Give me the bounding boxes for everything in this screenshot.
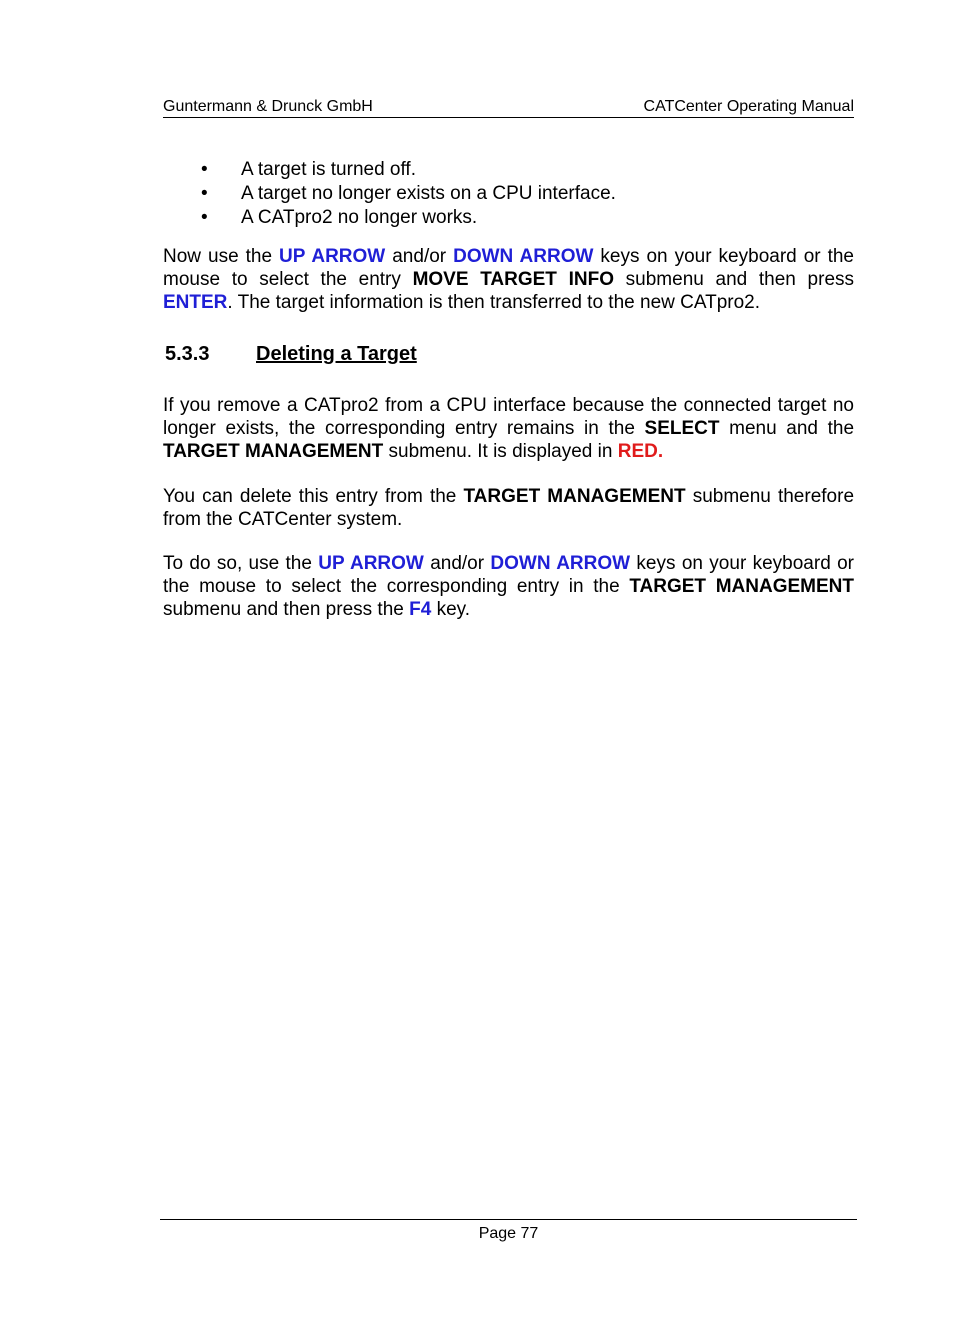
paragraph-delete-steps: To do so, use the UP ARROW and/or DOWN ARROW keys on your keyboard or the mouse to select the corresponding entry in the TARGET MANAGEMENT submenu and then press the F4 key. <box>163 553 855 620</box>
header-manual-title: CATCenter Operating Manual <box>643 98 854 115</box>
section-heading <box>165 342 417 366</box>
section-number: 5.3.3 <box>165 343 210 365</box>
header-company: Guntermann & Drunck GmbH <box>163 98 373 115</box>
paragraph-delete-entry: You can delete this entry from the TARGET MANAGEMENT submenu therefore from the CATCenter system. <box>163 486 855 530</box>
bullet-icon: • <box>201 159 208 180</box>
bullet-icon: • <box>201 183 208 204</box>
list-item: • A target no longer exists on a CPU interface. <box>201 183 616 204</box>
page-footer <box>160 1219 857 1246</box>
bullet-list <box>163 158 854 230</box>
page-number: Page 77 <box>478 1225 539 1242</box>
list-item: • A CATpro2 no longer works. <box>201 207 478 228</box>
section-title: Deleting a Target <box>256 343 417 365</box>
paragraph-move-target: Now use the UP ARROW and/or DOWN ARROW keys on your keyboard or the mouse to select the entry MOVE TARGET INFO submenu and then press ENTER. The target information is then transferred to the new CATpro2. <box>163 246 855 313</box>
page-header <box>163 97 854 118</box>
list-item: • A target is turned off. <box>201 159 416 180</box>
bullet-icon: • <box>201 207 208 228</box>
paragraph-remove-catpro: If you remove a CATpro2 from a CPU interface because the connected target no longer exists, the corresponding entry remains in the SELECT menu and the TARGET MANAGEMENT submenu. It is displayed in RED. <box>163 395 855 462</box>
